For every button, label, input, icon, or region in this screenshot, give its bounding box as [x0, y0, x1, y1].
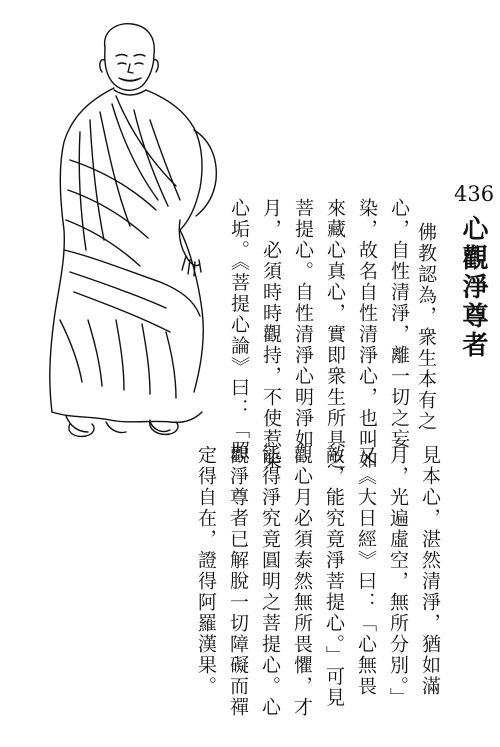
arhat-illustration — [30, 20, 230, 440]
text-column: 觀淨尊者已解脫一切障礙而禪 — [227, 445, 249, 718]
text-column: 月，必須時時觀持，不使惹染 — [260, 198, 282, 471]
text-column: 能得淨究竟圓明之菩提心。心 — [259, 445, 281, 718]
text-column: 菩提心。自性清淨心明淨如 — [292, 198, 314, 450]
text-column: 心垢。《菩提心論》曰：「照 — [228, 198, 250, 462]
text-column: 見本心，湛然清淨，猶如滿 — [419, 445, 441, 697]
text-column: 又《大日經》曰：「心無畏 — [355, 445, 377, 697]
text-column: 敵，能究竟淨菩提心。」可見 — [323, 445, 345, 709]
entry-title: 心觀淨尊者 — [458, 215, 488, 360]
text-column: 心，自性清淨，離一切之妄 — [388, 198, 410, 450]
text-column: 月，光遍虛空，無所分別。」 — [387, 445, 409, 709]
text-column: 觀心月必須泰然無所畏懼，才 — [291, 445, 313, 718]
text-column: 佛教認為，衆生本有之 — [415, 222, 437, 432]
entry-number: 436 — [454, 182, 495, 206]
text-column: 定得自在，證得阿羅漢果。 — [195, 445, 217, 697]
text-column: 來藏心真心，實即衆生所具之 — [324, 198, 346, 471]
text-column: 染，故名自性清淨心，也叫如 — [356, 198, 378, 471]
